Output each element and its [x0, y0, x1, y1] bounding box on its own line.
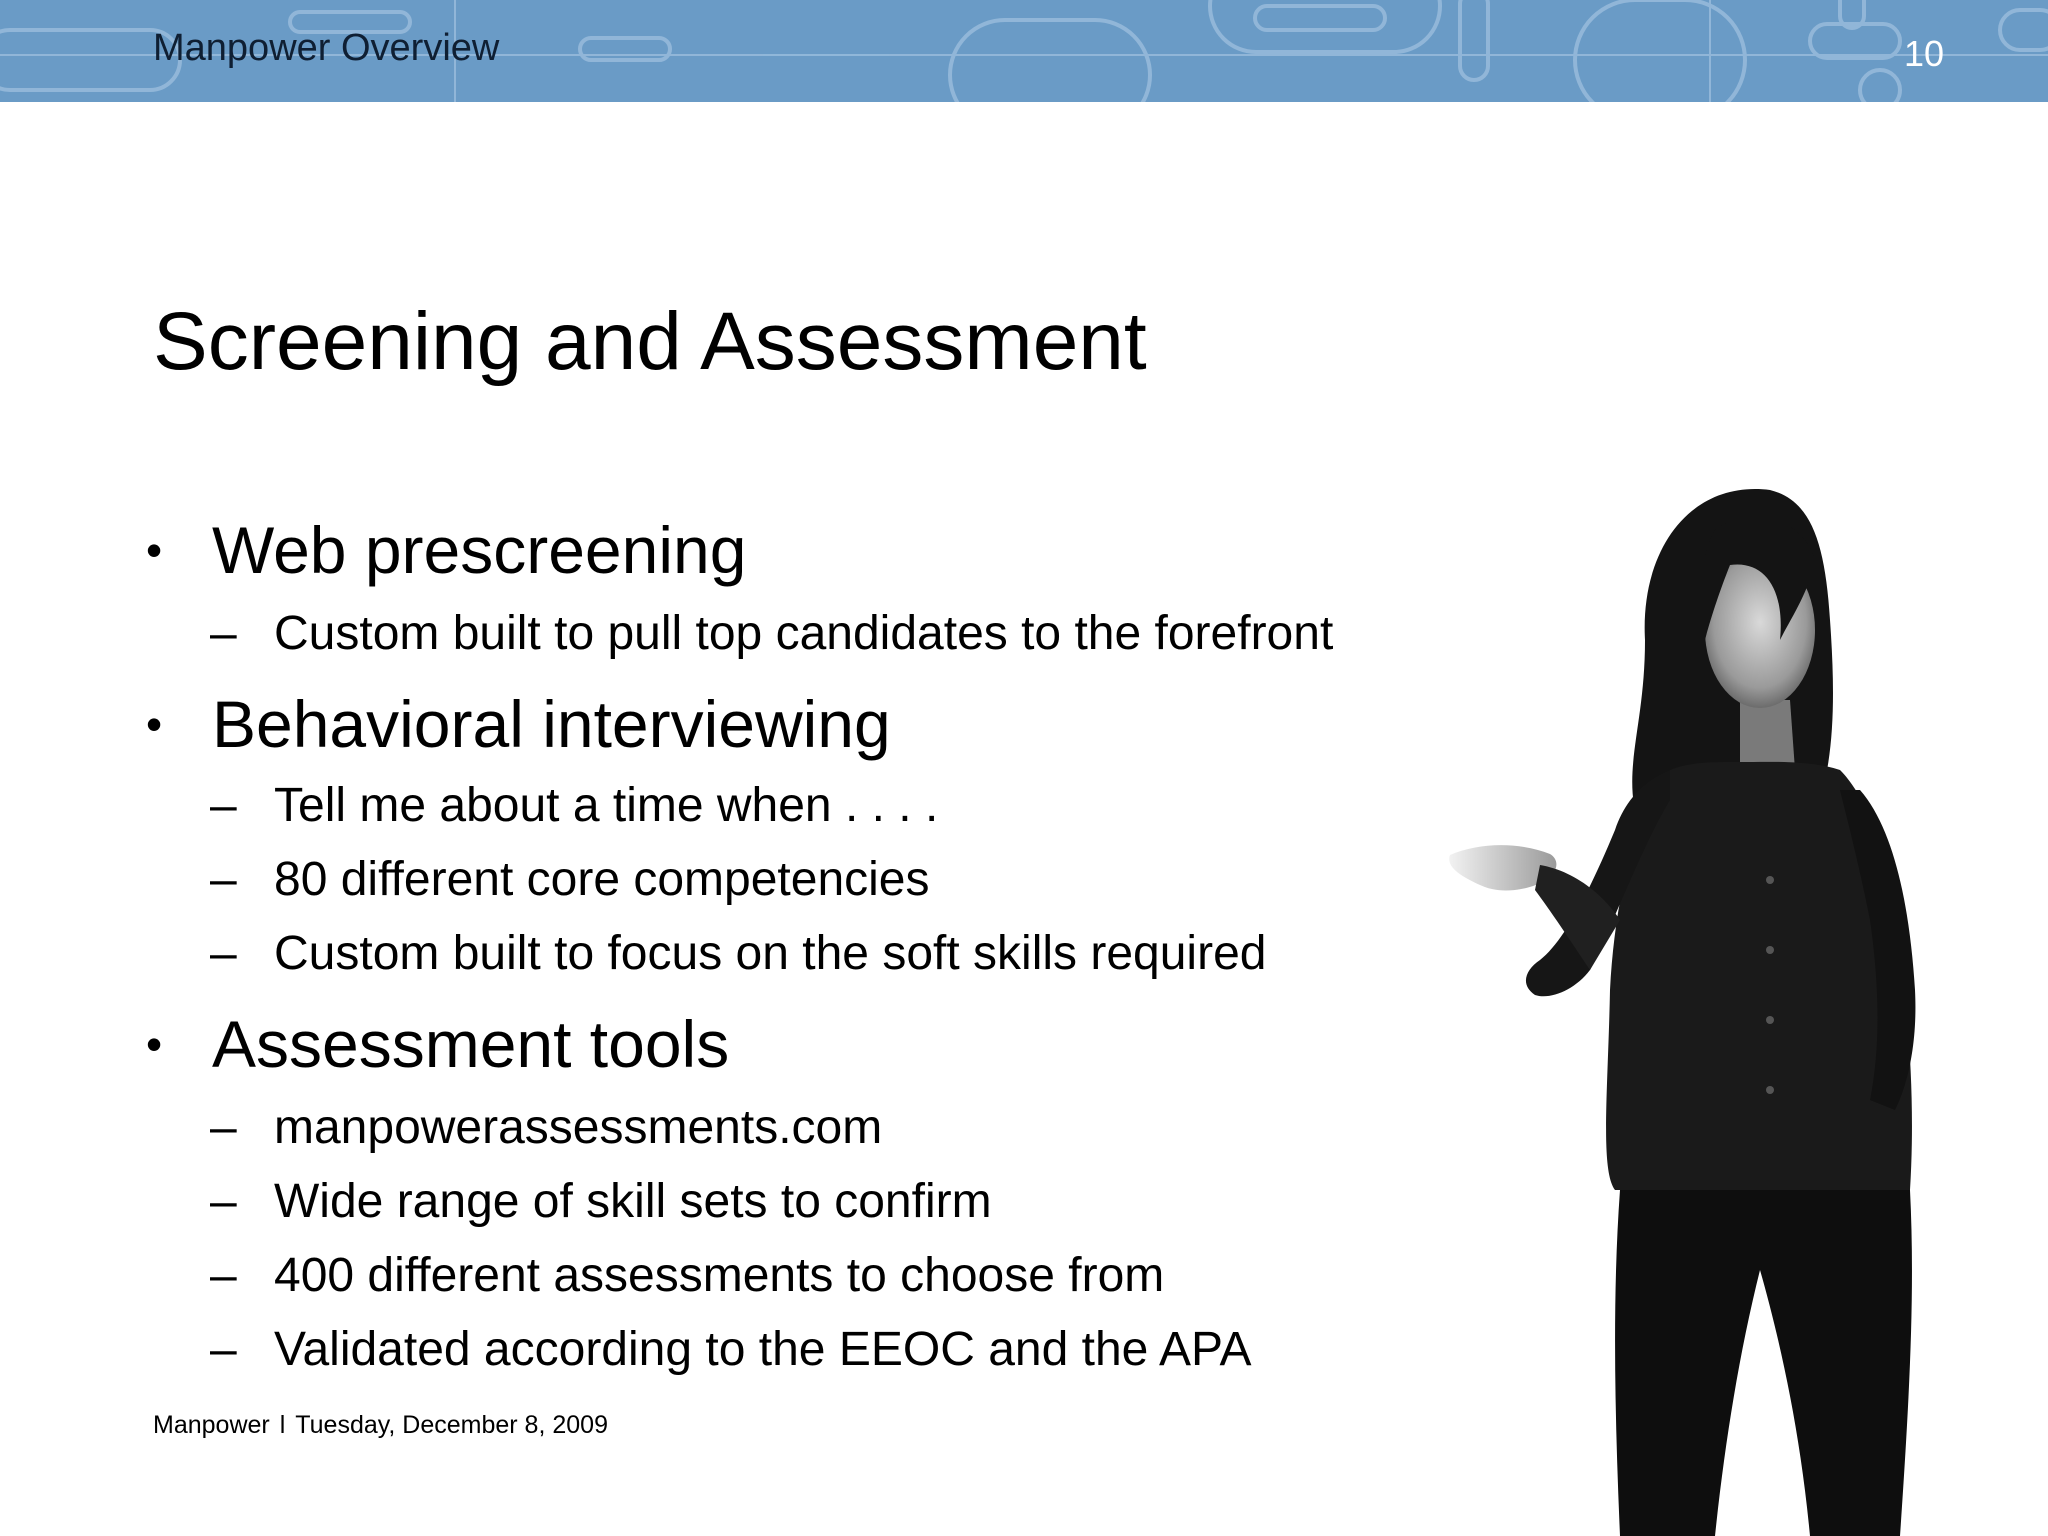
header-banner — [0, 0, 2048, 102]
bullet-item: Behavioral interviewing — [212, 687, 891, 761]
sub-bullet-item: Custom built to focus on the soft skills required — [274, 927, 1267, 980]
footer-company: Manpower — [153, 1411, 270, 1439]
bullet-marker: • — [146, 524, 163, 576]
dash-marker: – — [210, 1101, 237, 1154]
sub-bullet-item: Custom built to pull top candidates to the forefront — [274, 607, 1334, 660]
sub-bullet-item: 80 different core competencies — [274, 853, 930, 906]
sub-bullet-item: Validated according to the EEOC and the APA — [274, 1323, 1252, 1376]
dash-marker: – — [210, 607, 237, 660]
sub-bullet-item: Tell me about a time when . . . . — [274, 779, 939, 832]
dash-marker: – — [210, 927, 237, 980]
bullet-marker: • — [146, 1018, 163, 1070]
bullet-item: Web prescreening — [212, 513, 747, 587]
sub-bullet-item: Wide range of skill sets to confirm — [274, 1175, 992, 1228]
dash-marker: – — [210, 853, 237, 906]
dash-marker: – — [210, 779, 237, 832]
slide-title: Screening and Assessment — [153, 296, 1147, 387]
dash-marker: – — [210, 1323, 237, 1376]
sub-bullet-item: 400 different assessments to choose from — [274, 1249, 1165, 1302]
footer-separator: l — [279, 1411, 286, 1439]
slide-number: 10 — [1904, 33, 1945, 74]
footer-date: Tuesday, December 8, 2009 — [295, 1411, 608, 1439]
dash-marker: – — [210, 1249, 237, 1302]
bullet-item: Assessment tools — [212, 1007, 730, 1081]
header-title: Manpower Overview — [153, 27, 500, 69]
slide-footer — [153, 1411, 608, 1440]
sub-bullet-item: manpowerassessments.com — [274, 1101, 883, 1154]
presenter-photo — [1440, 470, 2000, 1536]
bullet-marker: • — [146, 698, 163, 750]
dash-marker: – — [210, 1175, 237, 1228]
